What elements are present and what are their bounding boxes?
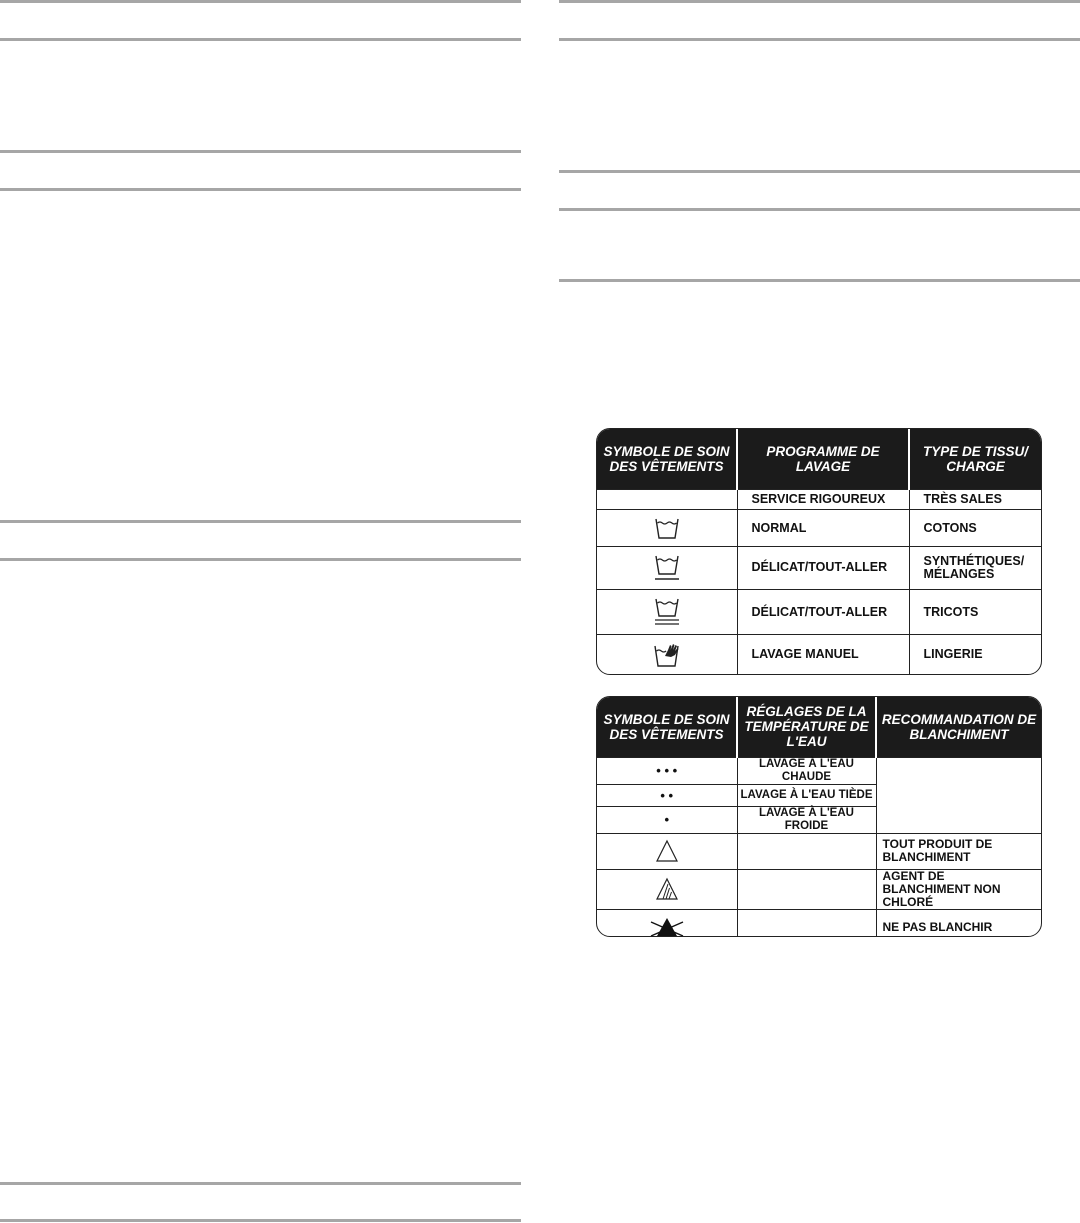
col-header-symbol: SYMBOLE DE SOIN DES VÊTEMENTS bbox=[597, 697, 737, 757]
hand-wash-icon bbox=[653, 642, 681, 668]
table-row bbox=[597, 869, 1041, 909]
col-header-fabric: TYPE DE TISSU/ CHARGE bbox=[909, 429, 1041, 489]
fabric-cell: COTONS bbox=[909, 510, 1041, 547]
wash-program-table bbox=[596, 428, 1042, 675]
triangle-icon bbox=[655, 839, 679, 863]
table-row bbox=[597, 546, 1041, 589]
washtub-two-bars-icon bbox=[654, 597, 680, 627]
fabric-cell: TRÈS SALES bbox=[909, 489, 1041, 510]
section-rule bbox=[559, 208, 1080, 211]
temperature-cell: LAVAGE À L'EAU TIÈDE bbox=[737, 784, 876, 806]
program-cell: DÉLICAT/TOUT-ALLER bbox=[737, 589, 909, 635]
table-row bbox=[597, 510, 1041, 547]
col-header-symbol: SYMBOLE DE SOIN DES VÊTEMENTS bbox=[597, 429, 737, 489]
temperature-empty-cell bbox=[737, 869, 876, 909]
dots-hot-symbol: • • • bbox=[597, 757, 737, 784]
bleach-cell: NE PAS BLANCHIR bbox=[876, 909, 1041, 937]
dots-warm-symbol: • • bbox=[597, 784, 737, 806]
dots-cold-symbol: • bbox=[597, 806, 737, 833]
temperature-cell: LAVAGE À L'EAU FROIDE bbox=[737, 806, 876, 833]
section-rule bbox=[559, 0, 1080, 3]
program-cell: SERVICE RIGOUREUX bbox=[737, 489, 909, 510]
washtub-one-bar-icon bbox=[654, 554, 680, 582]
crossed-triangle-icon bbox=[645, 914, 689, 937]
fabric-cell: TRICOTS bbox=[909, 589, 1041, 635]
temperature-cell: LAVAGE À L'EAU CHAUDE bbox=[737, 757, 876, 784]
section-rule bbox=[559, 279, 1080, 282]
section-rule bbox=[0, 1182, 521, 1185]
program-cell: DÉLICAT/TOUT-ALLER bbox=[737, 546, 909, 589]
program-cell: NORMAL bbox=[737, 510, 909, 547]
section-rule bbox=[0, 150, 521, 153]
col-header-bleach: RECOMMANDATION DE BLANCHIMENT bbox=[876, 697, 1041, 757]
table-row bbox=[597, 589, 1041, 635]
fabric-cell: SYNTHÉTIQUES/ MÉLANGES bbox=[909, 546, 1041, 589]
washtub-icon bbox=[654, 516, 680, 540]
section-rule bbox=[0, 520, 521, 523]
table-row bbox=[597, 833, 1041, 869]
col-header-program: PROGRAMME DE LAVAGE bbox=[737, 429, 909, 489]
table-row bbox=[597, 489, 1041, 510]
striped-triangle-icon bbox=[655, 877, 679, 901]
section-rule bbox=[559, 170, 1080, 173]
section-rule bbox=[0, 1219, 521, 1222]
program-cell: LAVAGE MANUEL bbox=[737, 635, 909, 674]
care-symbol-cell bbox=[597, 489, 737, 510]
col-header-temperature: RÉGLAGES DE LA TEMPÉRATURE DE L'EAU bbox=[737, 697, 876, 757]
section-rule bbox=[0, 0, 521, 3]
temperature-empty-cell bbox=[737, 833, 876, 869]
bleach-cell: TOUT PRODUIT DE BLANCHIMENT bbox=[876, 833, 1041, 869]
temperature-bleach-table bbox=[596, 696, 1042, 937]
section-rule bbox=[0, 188, 521, 191]
temperature-empty-cell bbox=[737, 909, 876, 937]
table-row bbox=[597, 909, 1041, 937]
bleach-cell: AGENT DE BLANCHIMENT NON CHLORÉ bbox=[876, 869, 1041, 909]
section-rule bbox=[0, 38, 521, 41]
fabric-cell: LINGERIE bbox=[909, 635, 1041, 674]
section-rule bbox=[559, 38, 1080, 41]
section-rule bbox=[0, 558, 521, 561]
table-row bbox=[597, 757, 1041, 784]
bleach-empty-cell bbox=[876, 757, 1041, 833]
table-row bbox=[597, 635, 1041, 674]
